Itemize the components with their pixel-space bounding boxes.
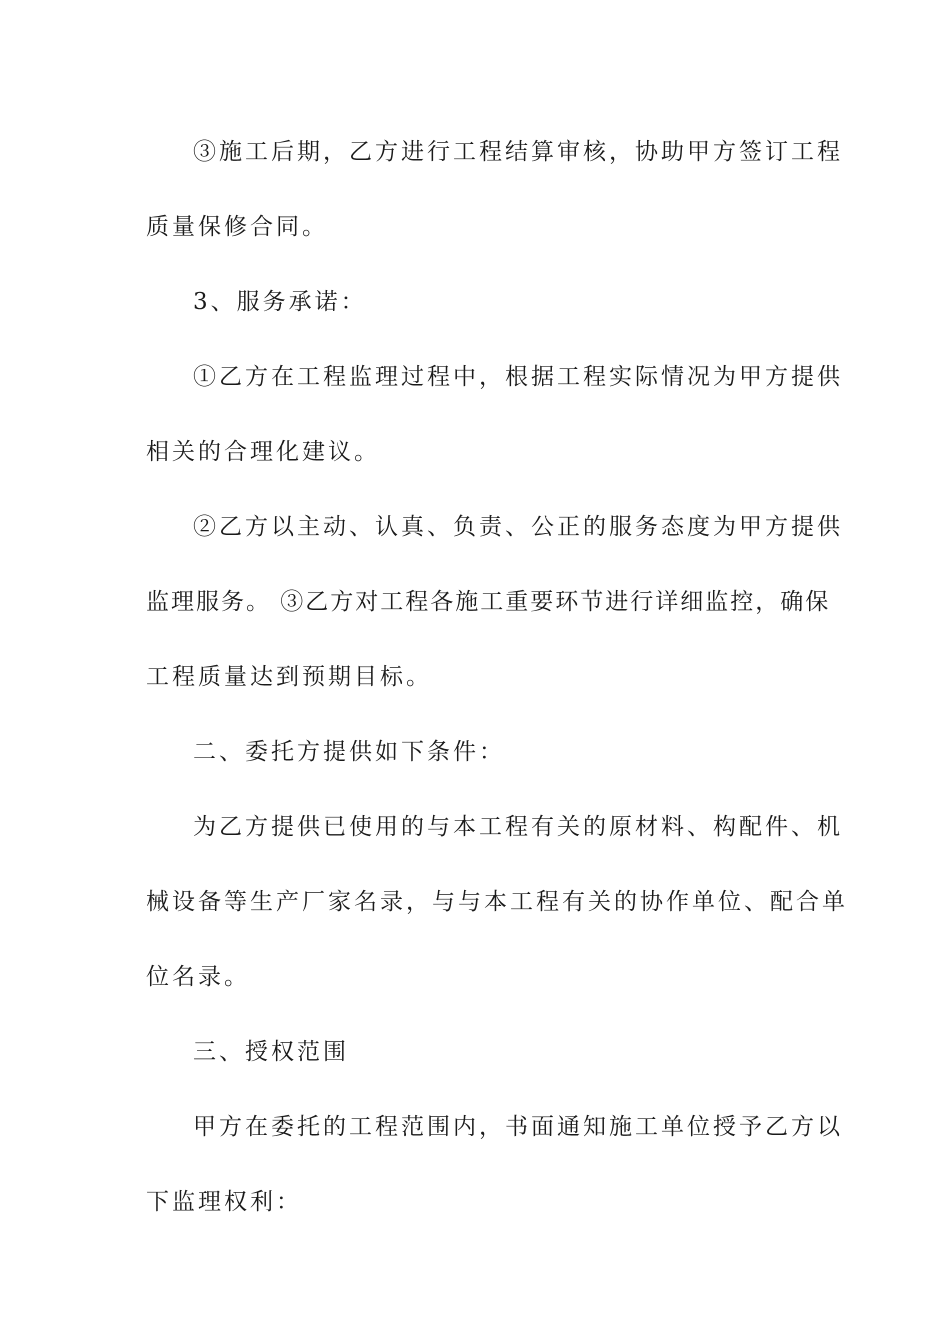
paragraph-line: 位名录。 xyxy=(146,964,250,990)
paragraph-line: 质量保修合同。 xyxy=(146,214,328,240)
paragraph-line: ②乙方以主动、认真、负责、公正的服务态度为甲方提供 xyxy=(193,514,843,540)
section-heading: 3、服务承诺： xyxy=(193,289,367,315)
paragraph-line: 械设备等生产厂家名录，与与本工程有关的协作单位、配合单 xyxy=(146,889,848,915)
paragraph-line: 下监理权利： xyxy=(146,1189,302,1215)
paragraph-line: 甲方在委托的工程范围内，书面通知施工单位授予乙方以 xyxy=(193,1114,843,1140)
paragraph-line: 监理服务。 ③乙方对工程各施工重要环节进行详细监控，确保 xyxy=(146,589,831,615)
paragraph-line: 为乙方提供已使用的与本工程有关的原材料、构配件、机 xyxy=(193,814,843,840)
paragraph-line: 工程质量达到预期目标。 xyxy=(146,664,432,690)
section-heading: 二、委托方提供如下条件： xyxy=(193,739,505,765)
paragraph-line: ③施工后期，乙方进行工程结算审核，协助甲方签订工程 xyxy=(193,139,843,165)
section-heading: 三、授权范围 xyxy=(193,1039,349,1065)
paragraph-line: ①乙方在工程监理过程中，根据工程实际情况为甲方提供 xyxy=(193,364,843,390)
paragraph-line: 相关的合理化建议。 xyxy=(146,439,380,465)
